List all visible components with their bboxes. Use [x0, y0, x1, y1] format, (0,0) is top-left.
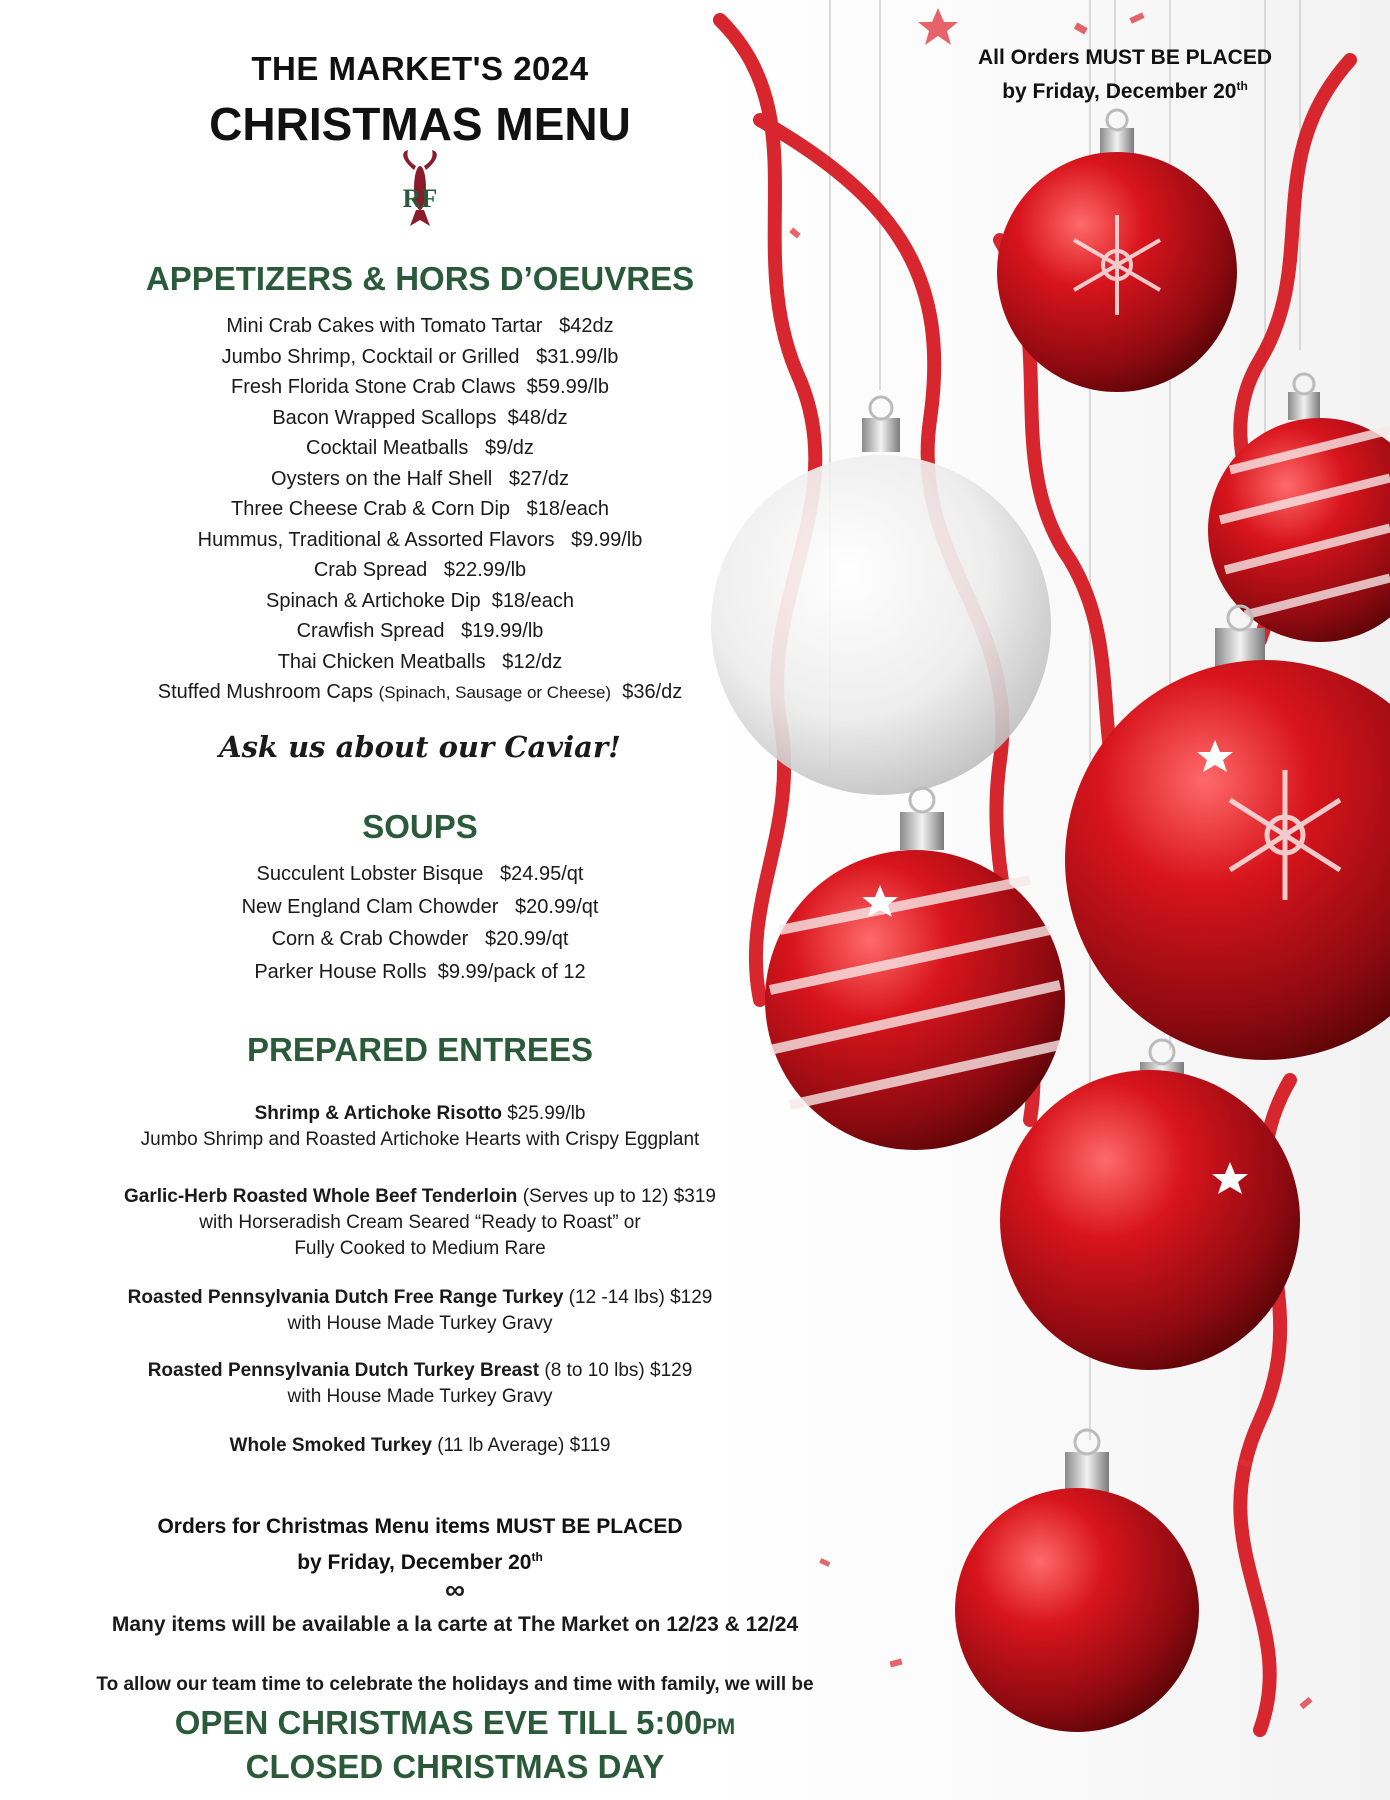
menu-title-line2: CHRISTMAS MENU	[209, 98, 631, 150]
list-item: Crab Spread $22.99/lb	[313, 559, 527, 581]
soups-title: SOUPS	[362, 808, 478, 845]
caviar-callout: Ask us about our Caviar!	[219, 730, 621, 764]
alacarte-notice: Many items will be available a la carte at The Market on 12/23 & 12/24	[111, 1613, 799, 1636]
list-item: Mini Crab Cakes with Tomato Tartar $42dz	[226, 315, 614, 337]
holiday-hours	[0, 1703, 910, 1787]
logo-text: RF	[402, 184, 438, 213]
list-item: Jumbo Shrimp, Cocktail or Grilled $31.99/lb	[221, 345, 619, 368]
list-item: Fresh Florida Stone Crab Claws $59.99/lb	[231, 376, 609, 398]
infinity-divider: ∞	[445, 1574, 465, 1605]
list-item: Stuffed Mushroom Caps (Spinach, Sausage or Cheese) $36/dz	[157, 681, 683, 703]
list-item: Corn & Crab Chowder $20.99/qt	[271, 928, 569, 950]
list-item: Spinach & Artichoke Dip $18/each	[266, 589, 574, 612]
list-item: Three Cheese Crab & Corn Dip $18/each	[231, 498, 609, 520]
list-item: Hummus, Traditional & Assorted Flavors $9.99/lb	[197, 528, 643, 551]
appetizers-title: APPETIZERS & HORS D’OEUVRES	[145, 260, 695, 297]
order-deadline-footer: Orders for Christmas Menu items MUST BE PLACED by Friday, December 20th	[157, 1515, 683, 1574]
list-item: Parker House Rolls $9.99/pack of 12	[254, 960, 586, 983]
list-item: Oysters on the Half Shell $27/dz	[271, 467, 569, 490]
order-deadline-notice	[900, 44, 1350, 106]
list-item: Succulent Lobster Bisque $24.95/qt	[256, 863, 584, 885]
list-item: New England Clam Chowder $20.99/qt	[241, 895, 599, 918]
christmas-eve-hours: OPEN CHRISTMAS EVE TILL 5:00PM	[174, 1704, 736, 1741]
holiday-notice: To allow our team time to celebrate the holidays and time with family, we will be	[96, 1674, 814, 1695]
notice-line1: All Orders MUST BE PLACED	[977, 46, 1273, 69]
soups-list	[0, 858, 840, 988]
notice-line2: by Friday, December 20th	[1002, 79, 1248, 103]
appetizers-list	[0, 311, 840, 709]
list-item: Thai Chicken Meatballs $12/dz	[277, 650, 563, 673]
rf-logo	[380, 150, 460, 230]
entree-item: Shrimp & Artichoke Risotto $25.99/lb Jumbo Shrimp and Roasted Artichoke Hearts with Crispy Eggplant	[140, 1103, 700, 1150]
entree-item: Garlic-Herb Roasted Whole Beef Tenderloin (Serves up to 12) $319 with Horseradish Cream Seared “Ready to Roast” or Fully Cooked to Medium Rare	[123, 1186, 717, 1259]
list-item: Crawfish Spread $19.99/lb	[296, 620, 544, 642]
lobster-logo-icon	[380, 150, 460, 230]
menu-title-line1: THE MARKET'S 2024	[251, 50, 589, 87]
entree-item: Roasted Pennsylvania Dutch Free Range Turkey (12 -14 lbs) $129 with House Made Turkey Gravy	[127, 1287, 713, 1334]
entrees-title: PREPARED ENTREES	[247, 1031, 593, 1068]
entree-item: Roasted Pennsylvania Dutch Turkey Breast (8 to 10 lbs) $129 with House Made Turkey Gravy	[147, 1360, 693, 1407]
entree-item: Whole Smoked Turkey (11 lb Average) $119	[229, 1435, 611, 1456]
christmas-day-closed: CLOSED CHRISTMAS DAY	[245, 1748, 665, 1785]
list-item: Cocktail Meatballs $9/dz	[306, 437, 534, 459]
list-item: Bacon Wrapped Scallops $48/dz	[272, 406, 568, 429]
